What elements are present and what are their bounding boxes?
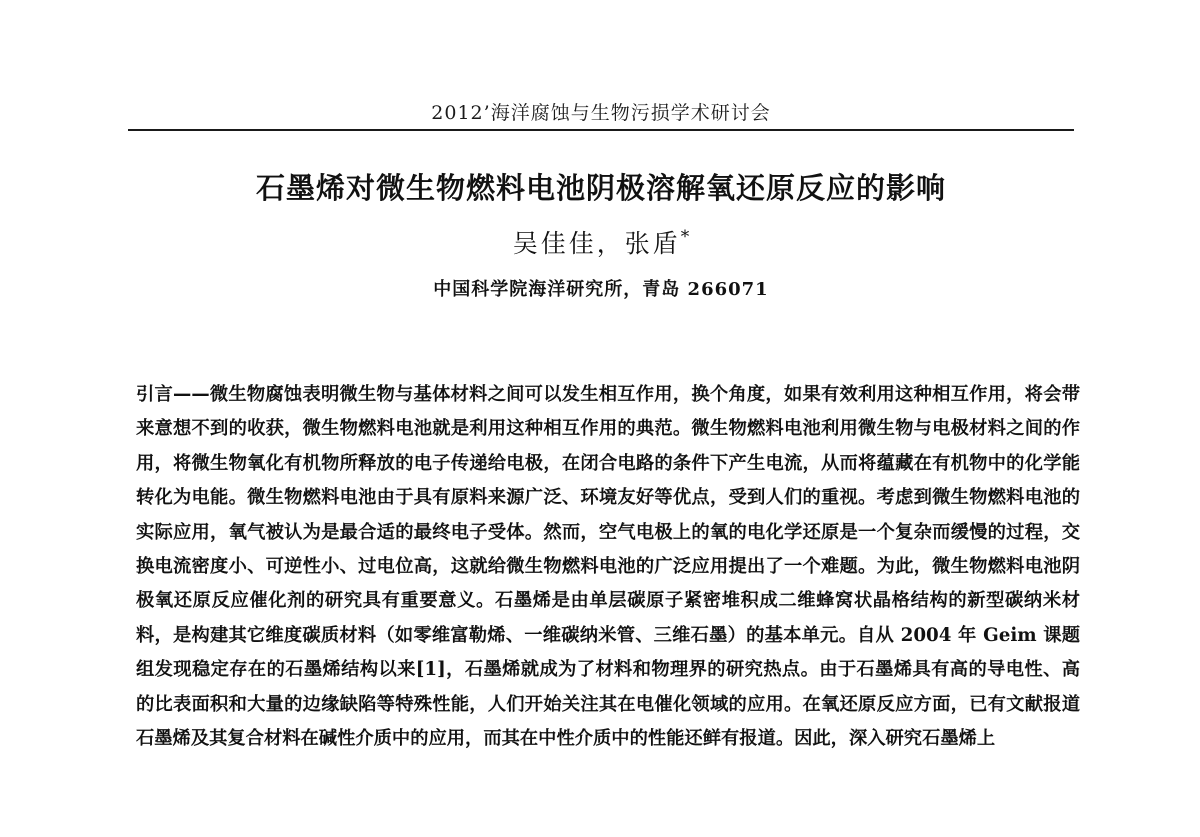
corresponding-author-mark: *	[680, 227, 690, 247]
intro-paragraph	[136, 378, 1080, 756]
header-rule	[128, 129, 1074, 131]
affiliation: 中国科学院海洋研究所，青岛 266071	[433, 279, 769, 300]
intro-label: 引言——	[136, 384, 210, 405]
paper-title: 石墨烯对微生物燃料电池阴极溶解氧还原反应的影响	[255, 171, 946, 205]
intro-text: 微生物腐蚀表明微生物与基体材料之间可以发生相互作用，换个角度，如果有效利用这种相互作用，将会带来意想不到的收获，微生物燃料电池就是利用这种相互作用的典范。微生物燃料电池利用微生物与电极材料之间的作用，将微生物氧化有机物所释放的电子传递给电极，在闭合电路的条件下产生电流，从而将蕴藏在有机物中的化学能转化为电能。微生物燃料电池由于具有原料来源广泛、环境友好等优点，受到人们的重视。考虑到微生物燃料电池的实际应用，氧气被认为是最合适的最终电子受体。然而，空气电极上的氧的电化学还原是一个复杂而缓慢的过程，交换电流密度小、可逆性小、过电位高，这就给微生物燃料电池的广泛应用提出了一个难题。为此，微生物燃料电池阴极氧还原反应催化剂的研究具有重要意义。石墨烯是由单层碳原子紧密堆积成二维蜂窝状晶格结构的新型碳纳米材料，是构建其它维度碳质材料（如零维富勒烯、一维碳纳米管、三维石墨）的基本单元。自从 2004 年 Geim 课题组发现稳定存在的石墨烯结构以来[1]，石墨烯就成为了材料和物理界的研究热点。由于石墨烯具有高的导电性、高的比表面积和大量的边缘缺陷等特殊性能，人们开始关注其在电催化领域的应用。在氧还原反应方面，已有文献报道石墨烯及其复合材料在碱性介质中的应用，而其在中性介质中的性能还鲜有报道。因此，深入研究石墨烯上	[136, 384, 1081, 750]
running-header: 2012’海洋腐蚀与生物污损学术研讨会	[431, 102, 771, 124]
author-line	[128, 224, 1074, 260]
authors: 吴佳佳，张盾	[512, 229, 681, 258]
